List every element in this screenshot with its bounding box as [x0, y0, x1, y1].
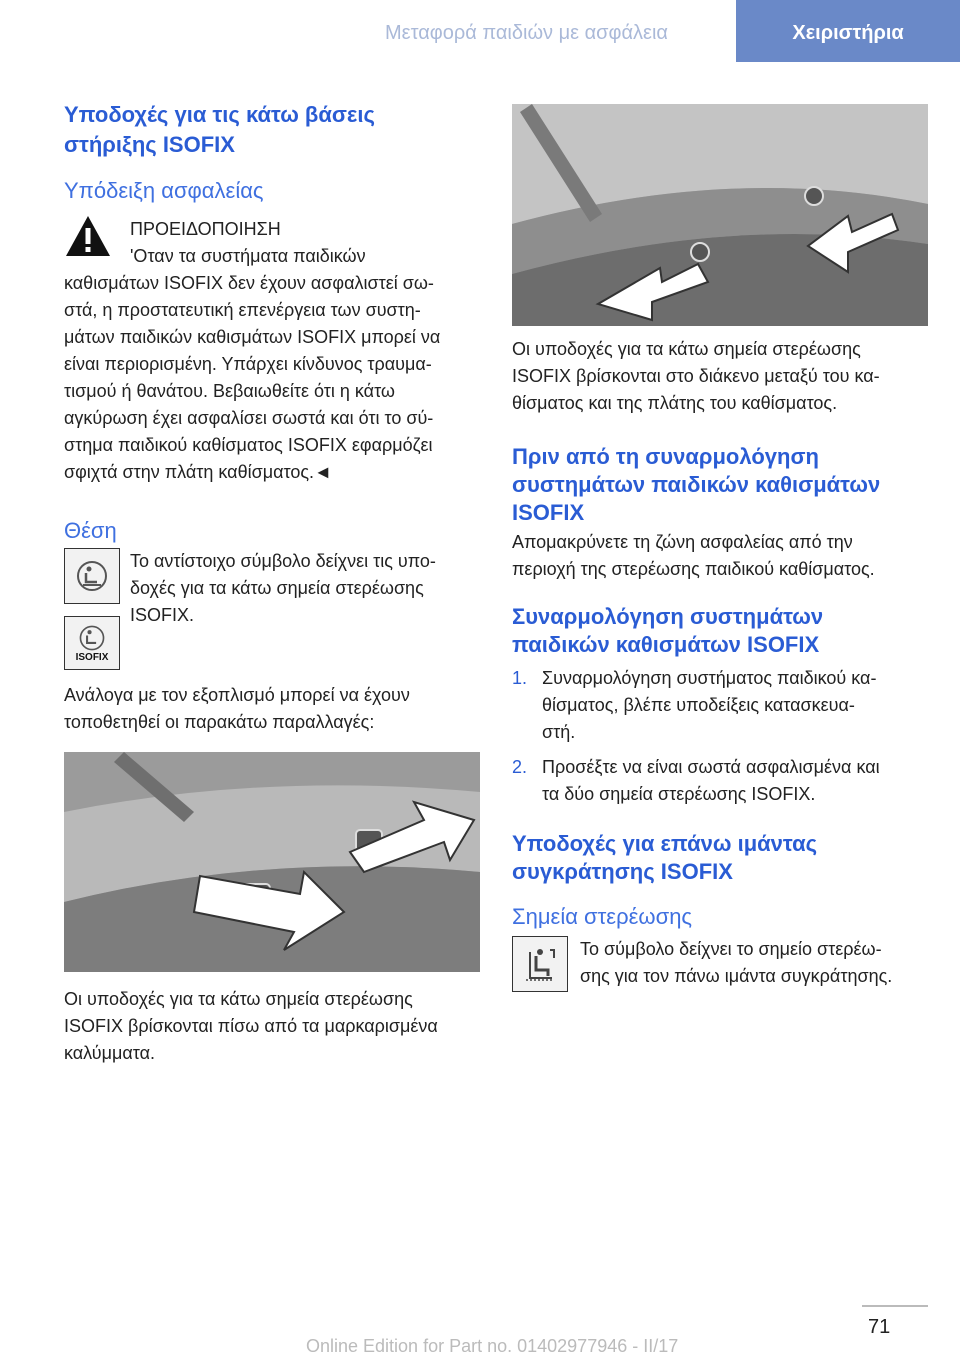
- right-photo-caption: Οι υποδοχές για τα κάτω σημεία στερέωσης ISOFIX βρίσκονται στο διάκενο μεταξύ του κα- θίσματος και της πλάτης του καθίσματος.: [512, 339, 880, 413]
- list-item: 1. Συναρμολόγηση συστήματος παιδικού κα- θίσματος, βλέπε υποδείξεις κατασκευα- στή.: [512, 665, 928, 746]
- header-chapter-tab[interactable]: Χειριστήρια: [736, 0, 960, 62]
- step-number: 2.: [512, 757, 528, 777]
- footer-rule: [862, 1305, 928, 1307]
- isofix-covers-photo: [64, 752, 480, 972]
- position-heading: Θέση: [64, 518, 117, 543]
- anchor-block: [512, 936, 928, 992]
- safety-heading: Υπόδειξη ασφαλείας: [64, 178, 264, 203]
- before-assembly-text: Απομακρύνετε τη ζώνη ασφαλείας από την περιοχή της στερέωσης παιδικού καθίσματος.: [512, 532, 875, 579]
- left-photo-caption: Οι υποδοχές για τα κάτω σημεία στερέωσης ISOFIX βρίσκονται πίσω από τα μαρκαρισμένα καλύμματα.: [64, 989, 438, 1063]
- list-item: 2. Προσέξτε να είναι σωστά ασφαλισμένα και τα δύο σημεία στερέωσης ISOFIX.: [512, 754, 928, 808]
- upper-tether-heading: Υποδοχές για επάνω ιμάντας συγκράτησης ISOFIX: [512, 831, 818, 884]
- assembly-heading: Συναρμολόγηση συστημάτων παιδικών καθισμάτων ISOFIX: [512, 604, 824, 657]
- child-seat-anchor-icon: [64, 548, 120, 604]
- warning-text-line: 'Οταν τα συστήματα παιδικών: [130, 246, 366, 266]
- before-assembly-heading: Πριν από τη συναρμολόγηση συστημάτων παιδικών καθισμάτων ISOFIX: [512, 444, 881, 525]
- position-text: Το αντίστοιχο σύμβολο δείχνει τις υπο- δοχές για τα κάτω σημεία στερέωσης ISOFIX.: [130, 551, 436, 625]
- step-number: 1.: [512, 668, 528, 688]
- isofix-symbol-icon: ISOFIX: [64, 616, 120, 670]
- left-column: [64, 100, 480, 1067]
- footer-edition: Online Edition for Part no. 01402977946 - II/17: [306, 1336, 679, 1356]
- anchor-points-heading: Σημεία στερέωσης: [512, 904, 693, 929]
- warning-label: ΠΡΟΕΙΔΟΠΟΙΗΣΗ: [130, 219, 281, 239]
- warning-block: [64, 212, 480, 486]
- warning-text: καθισμάτων ISOFIX δεν έχουν ασφαλιστεί σω- στά, η προστατευτική επενέργεια των συστη- μάτων παιδικών καθισμάτων ISOFIX μπορεί να είναι περιορισμένη. Υπάρχει κίνδυνος τραυμα- τισμού ή θανάτου. Βεβαιωθείτε ότι η κάτω αγκύρωση έχει ασφαλίσει σωστά και ότι το σύ- στημα παιδικού καθίσματος ISOFIX εφαρμόζει σφιχτά στην πλάτη καθίσματος.◄: [64, 273, 441, 482]
- variants-text: Ανάλογα με τον εξοπλισμό μπορεί να έχουν τοποθετηθεί οι παρακάτω παραλλαγές:: [64, 685, 410, 732]
- top-tether-anchor-icon: [512, 936, 568, 992]
- header-section-title: Μεταφορά παιδιών με ασφάλεια: [385, 22, 668, 44]
- section-title: Υποδοχές για τις κάτω βάσεις στήριξης ISOFIX: [64, 102, 375, 157]
- right-column: [512, 104, 928, 992]
- assembly-steps: [512, 665, 928, 808]
- warning-triangle-icon: [64, 214, 112, 258]
- page-number: 71: [868, 1316, 891, 1338]
- isofix-gap-photo: [512, 104, 928, 326]
- anchor-text: Το σύμβολο δείχνει το σημείο στερέω- σης για τον πάνω ιμάντα συγκράτησης.: [580, 939, 893, 986]
- position-block: [64, 548, 480, 670]
